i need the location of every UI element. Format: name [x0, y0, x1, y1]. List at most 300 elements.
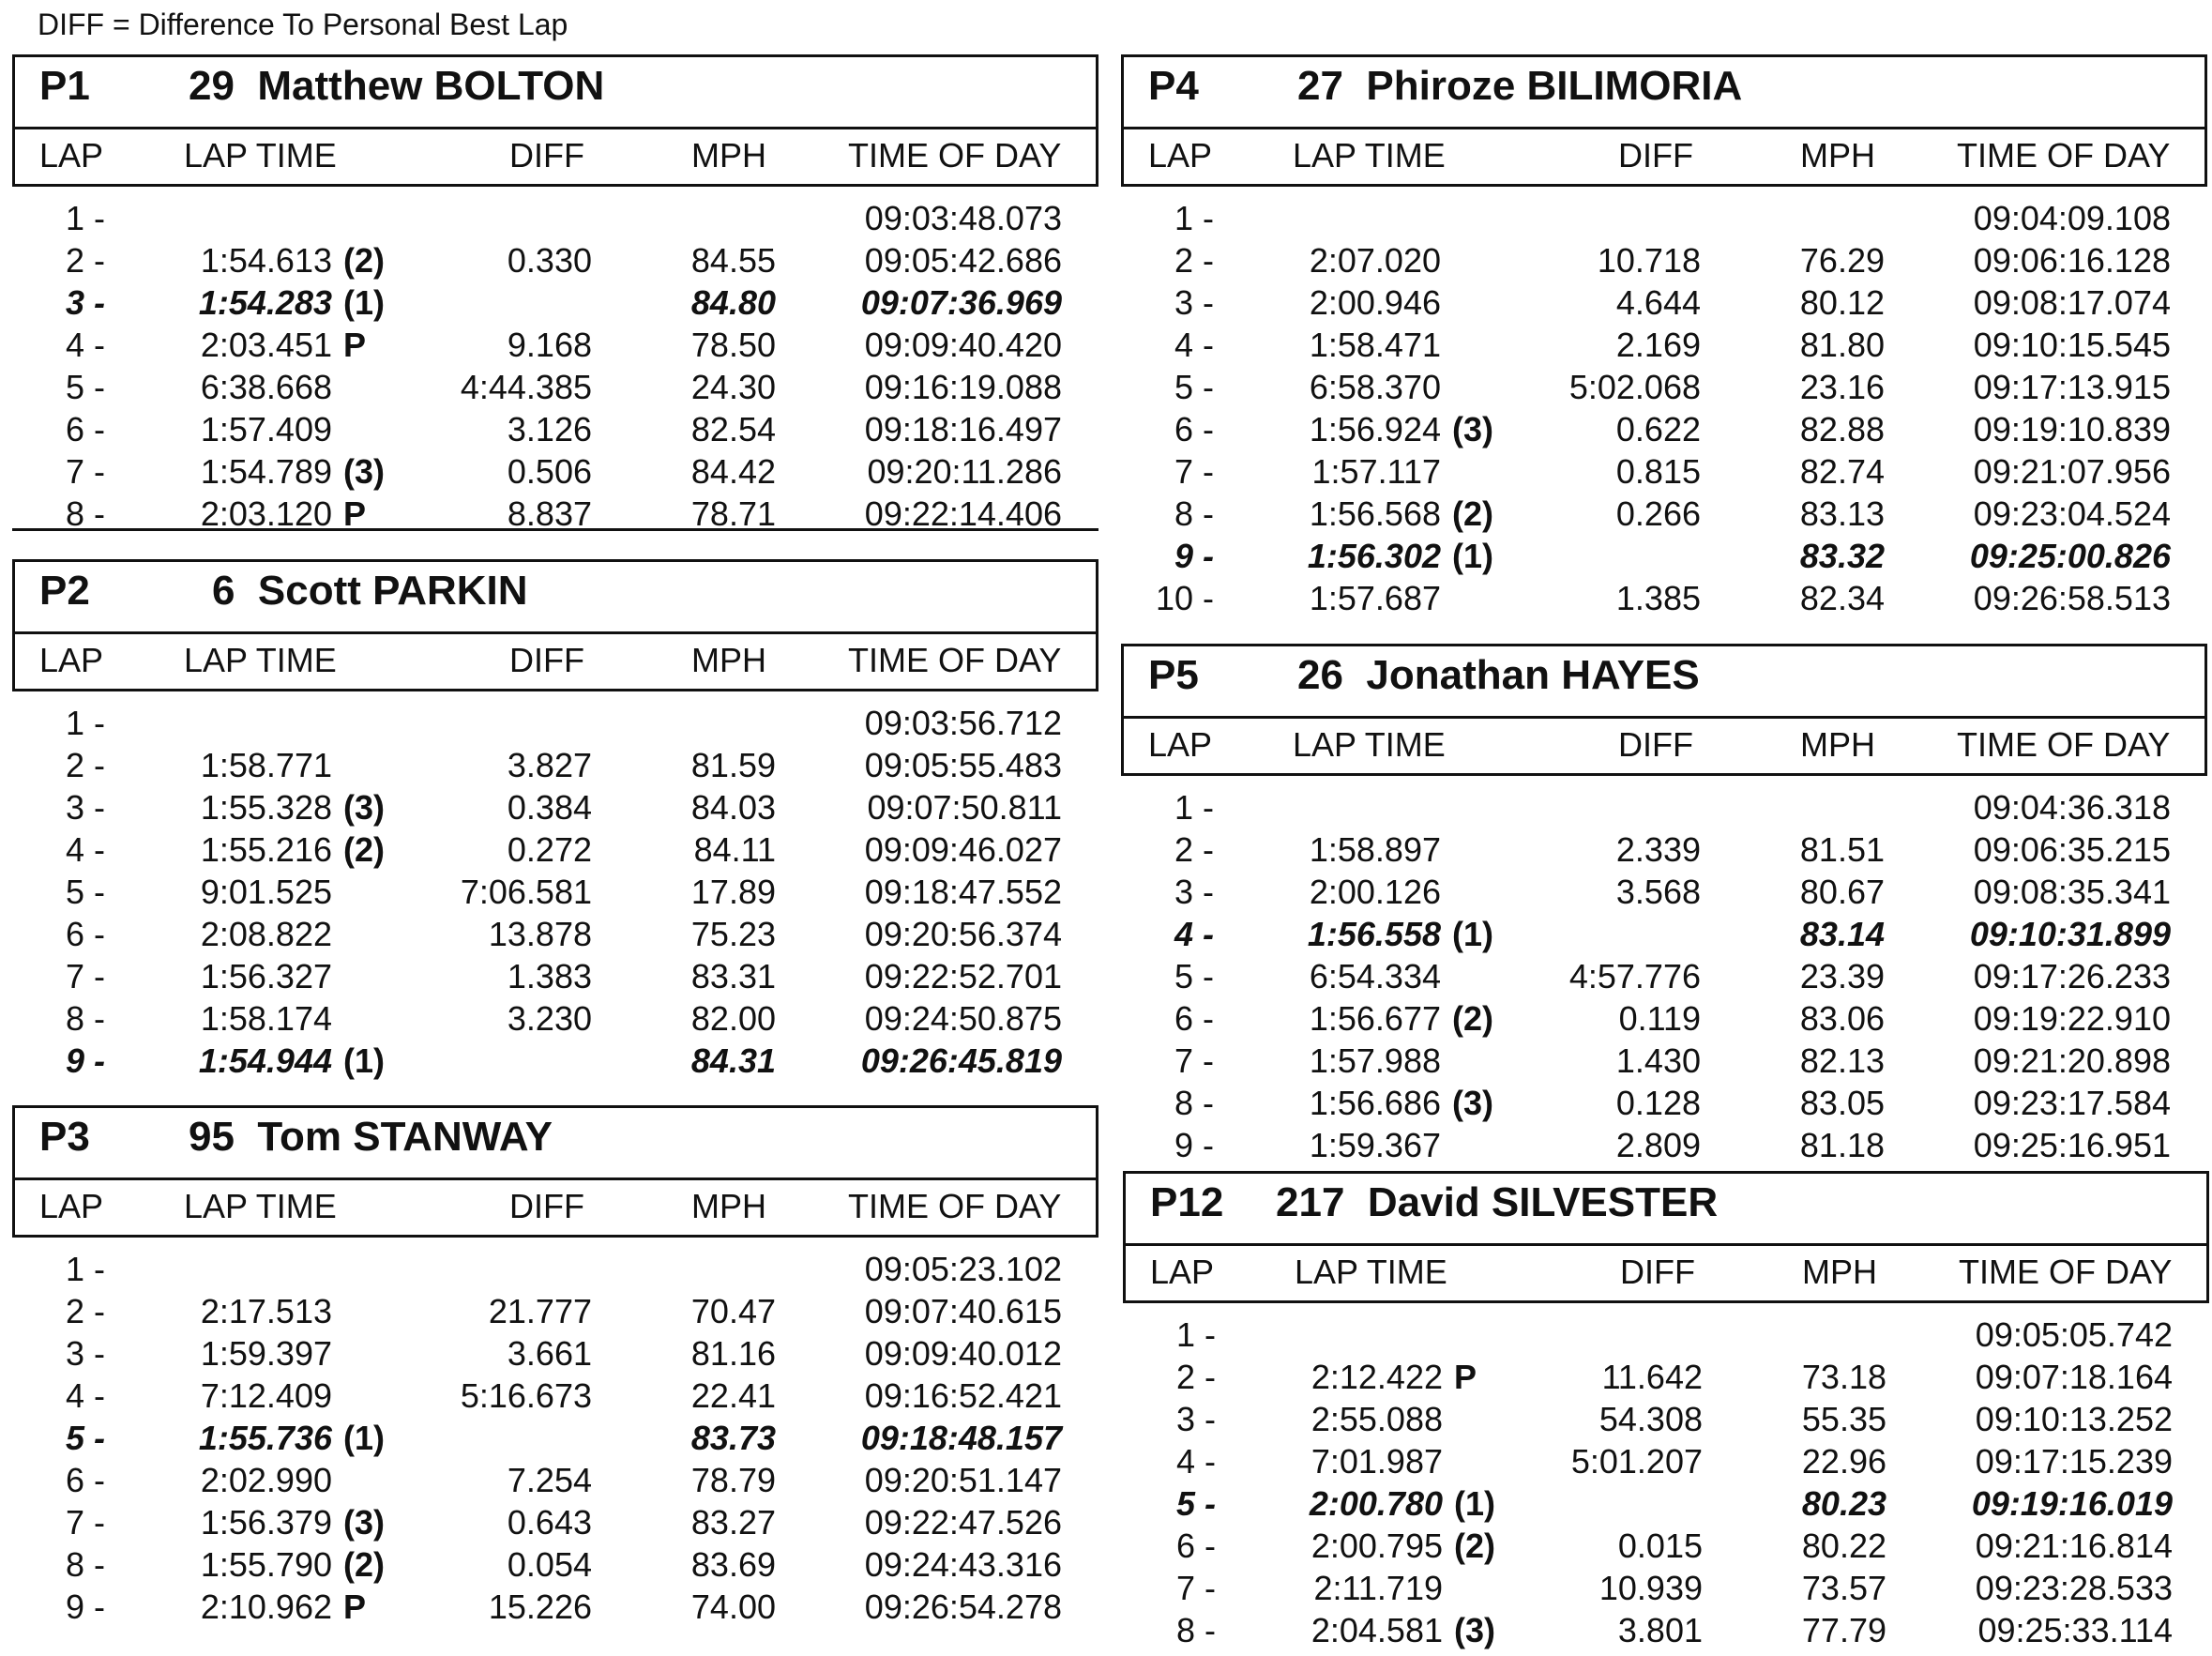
lap-rows	[12, 1246, 1098, 1626]
lap-time: 1:59.367	[1309, 1126, 1441, 1164]
time-of-day: 09:09:46.027	[864, 830, 1062, 869]
lap-row	[12, 995, 1098, 1038]
panel-header	[1121, 644, 2207, 776]
mph-value: 83.14	[1799, 915, 1885, 953]
mph-value: 82.34	[1799, 579, 1885, 617]
lap-number: 9 -	[1174, 537, 1214, 575]
lap-row	[1121, 575, 2207, 617]
diff-value: 0.015	[1617, 1527, 1703, 1565]
lap-row	[12, 195, 1098, 237]
time-of-day: 09:21:16.814	[1975, 1527, 2173, 1565]
header-divider	[15, 1177, 1096, 1180]
col-time-of-day: TIME OF DAY	[1957, 136, 2171, 175]
panel-header	[12, 54, 1098, 187]
col-lap: LAP	[39, 641, 104, 679]
time-of-day: 09:24:50.875	[864, 999, 1062, 1038]
lap-number: 7 -	[65, 1503, 105, 1542]
lap-row	[1123, 1438, 2209, 1481]
lap-row	[12, 1288, 1098, 1330]
time-of-day: 09:07:36.969	[860, 283, 1062, 322]
time-of-day: 09:16:19.088	[864, 368, 1062, 406]
mph-value: 83.06	[1799, 999, 1885, 1038]
diff-value: 5:16.673	[460, 1376, 592, 1415]
lap-rank: (2)	[343, 830, 385, 869]
col-mph: MPH	[691, 641, 766, 679]
diff-value: 9.168	[507, 326, 592, 364]
driver-name: 95 Tom STANWAY	[189, 1114, 553, 1160]
mph-value: 74.00	[690, 1588, 776, 1626]
time-of-day: 09:17:15.239	[1975, 1442, 2173, 1481]
mph-value: 83.13	[1799, 494, 1885, 533]
lap-time: 2:07.020	[1309, 241, 1441, 280]
diff-value: 10.939	[1598, 1569, 1703, 1607]
lap-number: 9 -	[65, 1588, 105, 1626]
driver-name: 27 Phiroze BILIMORIA	[1297, 63, 1743, 109]
lap-time: 6:38.668	[200, 368, 332, 406]
col-lap-time: LAP TIME	[1293, 136, 1446, 175]
mph-value: 84.55	[690, 241, 776, 280]
lap-rank: (3)	[343, 1503, 385, 1542]
lap-rank: (1)	[1452, 537, 1493, 575]
lap-rank: (1)	[1452, 915, 1493, 953]
lap-number: 1 -	[65, 704, 105, 742]
time-of-day: 09:10:31.899	[1969, 915, 2171, 953]
col-lap-time: LAP TIME	[1293, 725, 1446, 764]
diff-value: 13.878	[488, 915, 592, 953]
col-diff: DIFF	[509, 1187, 584, 1225]
lap-number: 4 -	[1174, 326, 1214, 364]
driver-name: 26 Jonathan HAYES	[1297, 652, 1700, 698]
lap-number: 5 -	[1174, 957, 1214, 995]
lap-number: 8 -	[65, 1545, 105, 1584]
lap-time: 2:55.088	[1311, 1400, 1443, 1438]
lap-time: 2:00.795	[1311, 1527, 1443, 1565]
lap-row	[1121, 784, 2207, 827]
lap-row	[1123, 1396, 2209, 1438]
lap-rank: (3)	[1452, 410, 1493, 448]
diff-value: 54.308	[1598, 1400, 1703, 1438]
col-diff: DIFF	[1620, 1253, 1695, 1291]
time-of-day: 09:03:56.712	[864, 704, 1062, 742]
lap-row	[12, 953, 1098, 995]
lap-row	[12, 1330, 1098, 1373]
panel-bottom-rule	[12, 528, 1098, 531]
lap-time: 1:58.897	[1309, 830, 1441, 869]
lap-row	[1121, 1038, 2207, 1080]
lap-rank: (3)	[1454, 1611, 1495, 1649]
lap-rank: (3)	[343, 452, 385, 491]
lap-row	[1121, 448, 2207, 491]
mph-value: 84.03	[690, 788, 776, 827]
lap-row	[12, 827, 1098, 869]
header-divider	[15, 127, 1096, 129]
diff-value: 0.266	[1615, 494, 1701, 533]
lap-time: 6:54.334	[1309, 957, 1441, 995]
time-of-day: 09:19:10.839	[1973, 410, 2171, 448]
col-lap-time: LAP TIME	[184, 1187, 337, 1225]
lap-time: 1:57.117	[1311, 452, 1441, 491]
lap-rows	[1123, 1312, 2209, 1649]
lap-rank: (3)	[1452, 1084, 1493, 1122]
lap-time: 1:56.686	[1309, 1084, 1441, 1122]
mph-value: 82.74	[1799, 452, 1885, 491]
time-of-day: 09:06:16.128	[1973, 241, 2171, 280]
time-of-day: 09:08:35.341	[1973, 873, 2171, 911]
lap-number: 5 -	[1174, 368, 1214, 406]
diff-legend-note: DIFF = Difference To Personal Best Lap	[38, 8, 568, 41]
lap-number: 9 -	[1174, 1126, 1214, 1164]
lap-time: 1:57.409	[200, 410, 332, 448]
lap-number: 10 -	[1155, 579, 1214, 617]
time-of-day: 09:05:42.686	[864, 241, 1062, 280]
lap-number: 2 -	[65, 746, 105, 784]
col-mph: MPH	[1802, 1253, 1877, 1291]
lap-number: 2 -	[1174, 830, 1214, 869]
diff-value: 10.718	[1597, 241, 1701, 280]
lap-rows	[1121, 195, 2207, 617]
col-time-of-day: TIME OF DAY	[848, 641, 1062, 679]
lap-number: 5 -	[1175, 1484, 1216, 1523]
mph-value: 22.41	[690, 1376, 776, 1415]
time-of-day: 09:24:43.316	[864, 1545, 1062, 1584]
lap-time: 1:58.471	[1309, 326, 1441, 364]
time-of-day: 09:07:50.811	[867, 788, 1062, 827]
lap-time: 1:57.687	[1309, 579, 1441, 617]
time-of-day: 09:18:16.497	[864, 410, 1062, 448]
lap-time: 2:00.780	[1309, 1484, 1443, 1523]
mph-value: 77.79	[1801, 1611, 1886, 1649]
lap-number: 4 -	[1175, 1442, 1216, 1481]
time-of-day: 09:18:47.552	[864, 873, 1062, 911]
time-of-day: 09:26:58.513	[1973, 579, 2171, 617]
diff-value: 2.169	[1615, 326, 1701, 364]
diff-value: 5:02.068	[1568, 368, 1701, 406]
driver-panel-p12	[1123, 1171, 2209, 1654]
mph-value: 83.69	[690, 1545, 776, 1584]
diff-value: 4:44.385	[460, 368, 592, 406]
lap-row	[12, 1542, 1098, 1584]
diff-value: 7.254	[507, 1461, 592, 1499]
lap-time: 2:11.719	[1313, 1569, 1443, 1607]
lap-rank: (1)	[343, 283, 385, 322]
col-lap: LAP	[1150, 1253, 1215, 1291]
time-of-day: 09:04:09.108	[1973, 199, 2171, 237]
diff-value: 4.644	[1615, 283, 1701, 322]
lap-rank: (1)	[343, 1041, 385, 1080]
lap-time: 1:55.328	[200, 788, 332, 827]
lap-number: 7 -	[65, 452, 105, 491]
driver-name: 217 David SILVESTER	[1276, 1179, 1719, 1225]
lap-time: 1:55.736	[198, 1419, 332, 1457]
lap-number: 1 -	[65, 1250, 105, 1288]
lap-time: 1:56.379	[200, 1503, 332, 1542]
position-label: P4	[1148, 63, 1199, 109]
lap-time: 2:00.946	[1309, 283, 1441, 322]
lap-number: 6 -	[1174, 999, 1214, 1038]
col-diff: DIFF	[509, 641, 584, 679]
diff-value: 3.661	[507, 1334, 592, 1373]
lap-number: 2 -	[65, 241, 105, 280]
lap-number: 2 -	[1174, 241, 1214, 280]
col-diff: DIFF	[1618, 136, 1693, 175]
mph-value: 73.57	[1801, 1569, 1886, 1607]
header-divider	[1124, 127, 2204, 129]
lap-number: 7 -	[1175, 1569, 1216, 1607]
col-mph: MPH	[691, 1187, 766, 1225]
lap-number: 3 -	[65, 1334, 105, 1373]
lap-row	[12, 700, 1098, 742]
lap-row	[12, 1499, 1098, 1542]
time-of-day: 09:21:07.956	[1973, 452, 2171, 491]
lap-row	[12, 491, 1098, 533]
mph-value: 81.16	[690, 1334, 776, 1373]
lap-row	[1121, 406, 2207, 448]
mph-value: 83.31	[690, 957, 776, 995]
lap-time: 2:10.962	[200, 1588, 332, 1626]
time-of-day: 09:10:15.545	[1973, 326, 2171, 364]
lap-time: 1:56.558	[1307, 915, 1441, 953]
time-of-day: 09:20:11.286	[867, 452, 1062, 491]
col-time-of-day: TIME OF DAY	[848, 1187, 1062, 1225]
mph-value: 17.89	[690, 873, 776, 911]
position-label: P3	[39, 1114, 90, 1160]
time-of-day: 09:22:52.701	[864, 957, 1062, 995]
lap-rank: (1)	[343, 1419, 385, 1457]
diff-value: 4:57.776	[1568, 957, 1701, 995]
lap-row	[1121, 280, 2207, 322]
lap-row	[1121, 995, 2207, 1038]
lap-time: 1:54.613	[200, 241, 332, 280]
position-label: P2	[39, 568, 90, 614]
diff-value: 7:06.581	[460, 873, 592, 911]
lap-row	[12, 1373, 1098, 1415]
mph-value: 81.59	[690, 746, 776, 784]
mph-value: 83.32	[1799, 537, 1885, 575]
lap-row	[1123, 1565, 2209, 1607]
lap-row	[1121, 953, 2207, 995]
diff-value: 0.815	[1615, 452, 1701, 491]
mph-value: 84.42	[690, 452, 776, 491]
time-of-day: 09:17:26.233	[1973, 957, 2171, 995]
mph-value: 82.13	[1799, 1041, 1885, 1080]
lap-time: 2:17.513	[200, 1292, 332, 1330]
diff-value: 0.054	[507, 1545, 592, 1584]
lap-time: 2:08.822	[200, 915, 332, 953]
time-of-day: 09:22:14.406	[864, 494, 1062, 533]
lap-row	[12, 1584, 1098, 1626]
lap-rows	[12, 700, 1098, 1080]
lap-rank: (2)	[1454, 1527, 1495, 1565]
lap-number: 8 -	[1174, 494, 1214, 533]
time-of-day: 09:09:40.012	[864, 1334, 1062, 1373]
lap-row	[1121, 364, 2207, 406]
mph-value: 80.23	[1801, 1484, 1886, 1523]
panel-header	[12, 559, 1098, 691]
diff-value: 0.330	[507, 241, 592, 280]
time-of-day: 09:22:47.526	[864, 1503, 1062, 1542]
col-mph: MPH	[1800, 136, 1875, 175]
col-lap: LAP	[39, 136, 104, 175]
mph-value: 83.73	[690, 1419, 776, 1457]
lap-row	[12, 1246, 1098, 1288]
lap-number: 3 -	[1175, 1400, 1216, 1438]
lap-number: 4 -	[65, 326, 105, 364]
mph-value: 80.67	[1799, 873, 1885, 911]
time-of-day: 09:19:16.019	[1971, 1484, 2173, 1523]
diff-value: 3.801	[1617, 1611, 1703, 1649]
position-label: P1	[39, 63, 90, 109]
lap-time: 1:56.568	[1309, 494, 1441, 533]
time-of-day: 09:09:40.420	[864, 326, 1062, 364]
mph-value: 81.80	[1799, 326, 1885, 364]
lap-number: 8 -	[65, 494, 105, 533]
col-mph: MPH	[1800, 725, 1875, 764]
time-of-day: 09:06:35.215	[1973, 830, 2171, 869]
mph-value: 55.35	[1801, 1400, 1886, 1438]
lap-number: 4 -	[65, 1376, 105, 1415]
lap-time: 1:56.677	[1309, 999, 1441, 1038]
lap-row	[12, 1415, 1098, 1457]
time-of-day: 09:10:13.252	[1975, 1400, 2173, 1438]
lap-number: 4 -	[1174, 915, 1214, 953]
lap-number: 6 -	[65, 1461, 105, 1499]
diff-value: 0.119	[1618, 999, 1701, 1038]
diff-value: 1.430	[1615, 1041, 1701, 1080]
lap-row	[1121, 491, 2207, 533]
lap-number: 6 -	[1174, 410, 1214, 448]
col-lap-time: LAP TIME	[184, 641, 337, 679]
diff-value: 1.383	[507, 957, 592, 995]
lap-row	[12, 364, 1098, 406]
lap-rank: (2)	[1452, 999, 1493, 1038]
time-of-day: 09:26:45.819	[860, 1041, 1062, 1080]
lap-row	[1123, 1312, 2209, 1354]
mph-value: 81.18	[1799, 1126, 1885, 1164]
driver-panel-p5	[1121, 644, 2207, 1169]
lap-number: 2 -	[65, 1292, 105, 1330]
lap-number: 8 -	[65, 999, 105, 1038]
lap-number: 7 -	[1174, 1041, 1214, 1080]
col-lap: LAP	[39, 1187, 104, 1225]
mph-value: 76.29	[1799, 241, 1885, 280]
lap-number: 4 -	[65, 830, 105, 869]
col-mph: MPH	[691, 136, 766, 175]
lap-number: 1 -	[1174, 788, 1214, 827]
lap-time: 1:54.283	[198, 283, 332, 322]
diff-value: 0.622	[1615, 410, 1701, 448]
time-of-day: 09:08:17.074	[1973, 283, 2171, 322]
time-of-day: 09:07:40.615	[864, 1292, 1062, 1330]
time-of-day: 09:03:48.073	[864, 199, 1062, 237]
mph-value: 73.18	[1801, 1358, 1886, 1396]
panel-header	[1123, 1171, 2209, 1303]
lap-row	[12, 237, 1098, 280]
position-label: P5	[1148, 652, 1199, 698]
diff-value: 3.568	[1615, 873, 1701, 911]
diff-value: 2.339	[1615, 830, 1701, 869]
time-of-day: 09:19:22.910	[1973, 999, 2171, 1038]
time-of-day: 09:25:16.951	[1973, 1126, 2171, 1164]
lap-time: 7:12.409	[200, 1376, 332, 1415]
lap-time: 2:00.126	[1309, 873, 1441, 911]
time-of-day: 09:20:51.147	[864, 1461, 1062, 1499]
driver-name: 6 Scott PARKIN	[212, 568, 528, 614]
diff-value: 21.777	[488, 1292, 592, 1330]
lap-time: 2:03.451	[200, 326, 332, 364]
lap-rank: (2)	[1452, 494, 1493, 533]
time-of-day: 09:20:56.374	[864, 915, 1062, 953]
lap-row	[1123, 1523, 2209, 1565]
lap-number: 8 -	[1174, 1084, 1214, 1122]
lap-rank: (1)	[1454, 1484, 1495, 1523]
lap-number: 8 -	[1175, 1611, 1216, 1649]
diff-value: 3.126	[507, 410, 592, 448]
lap-time: 1:54.944	[198, 1041, 332, 1080]
col-lap-time: LAP TIME	[184, 136, 337, 175]
lap-time: 1:55.216	[200, 830, 332, 869]
diff-value: 2.809	[1615, 1126, 1701, 1164]
lap-time: 2:03.120	[200, 494, 332, 533]
lap-number: 2 -	[1175, 1358, 1216, 1396]
lap-time: 1:56.302	[1307, 537, 1441, 575]
diff-value: 5:01.207	[1570, 1442, 1703, 1481]
lap-time: 1:54.789	[200, 452, 332, 491]
lap-row	[1121, 322, 2207, 364]
mph-value: 23.16	[1799, 368, 1885, 406]
mph-value: 23.39	[1799, 957, 1885, 995]
diff-value: 0.506	[507, 452, 592, 491]
lap-time: 1:58.771	[200, 746, 332, 784]
lap-row	[12, 448, 1098, 491]
col-diff: DIFF	[509, 136, 584, 175]
time-of-day: 09:23:17.584	[1973, 1084, 2171, 1122]
diff-value: 11.642	[1601, 1358, 1703, 1396]
lap-row	[1123, 1354, 2209, 1396]
lap-time: 1:56.924	[1309, 410, 1441, 448]
lap-number: 3 -	[65, 788, 105, 827]
diff-value: 0.272	[507, 830, 592, 869]
time-of-day: 09:25:33.114	[1977, 1611, 2173, 1649]
lap-time: 2:04.581	[1311, 1611, 1443, 1649]
lap-time: 2:02.990	[200, 1461, 332, 1499]
time-of-day: 09:04:36.318	[1973, 788, 2171, 827]
lap-number: 9 -	[65, 1041, 105, 1080]
lap-row	[1123, 1607, 2209, 1649]
mph-value: 22.96	[1801, 1442, 1886, 1481]
mph-value: 82.88	[1799, 410, 1885, 448]
mph-value: 84.11	[693, 830, 776, 869]
lap-time: 9:01.525	[200, 873, 332, 911]
lap-number: 6 -	[1175, 1527, 1216, 1565]
lap-number: 5 -	[65, 1419, 105, 1457]
lap-row	[1121, 827, 2207, 869]
lap-time: 2:12.422	[1311, 1358, 1443, 1396]
time-of-day: 09:18:48.157	[860, 1419, 1062, 1457]
col-time-of-day: TIME OF DAY	[1959, 1253, 2173, 1291]
lap-row	[1121, 237, 2207, 280]
lap-time: 1:56.327	[200, 957, 332, 995]
diff-value: 0.128	[1615, 1084, 1701, 1122]
lap-row	[12, 280, 1098, 322]
lap-time: 6:58.370	[1309, 368, 1441, 406]
lap-rows	[12, 195, 1098, 533]
diff-value: 3.230	[507, 999, 592, 1038]
lap-row	[12, 784, 1098, 827]
time-of-day: 09:05:55.483	[864, 746, 1062, 784]
lap-row	[12, 911, 1098, 953]
driver-panel-p3	[12, 1105, 1098, 1645]
header-divider	[1124, 716, 2204, 719]
